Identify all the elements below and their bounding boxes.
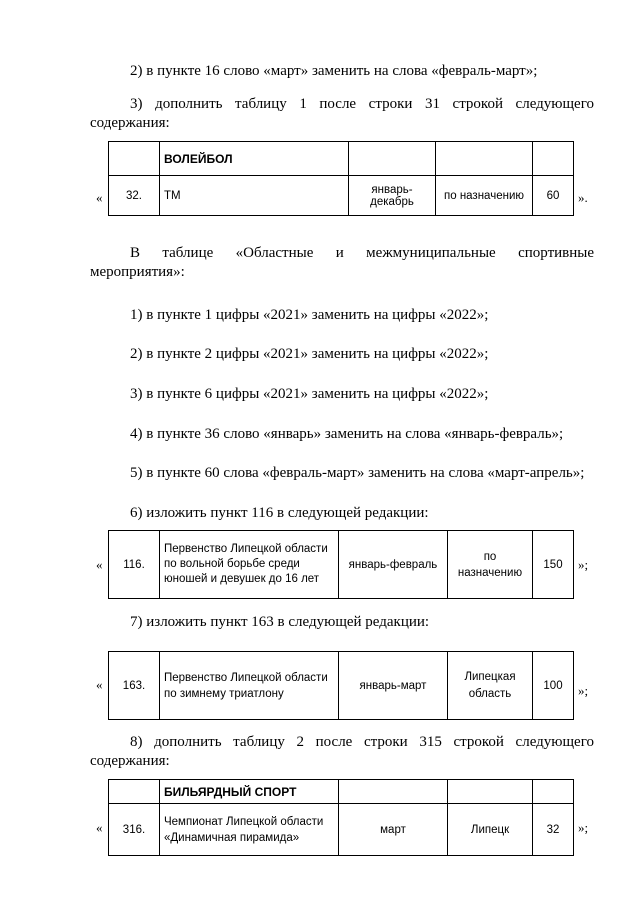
event-dates: январь-февраль: [339, 531, 448, 599]
row-number: 32.: [109, 176, 160, 216]
paragraph-table-events-line1: В таблице «Областные и межмуниципальные спортивные: [130, 245, 594, 261]
row-number: 316.: [109, 804, 160, 856]
event-dates: январь-декабрь: [349, 176, 436, 216]
table-row: [109, 176, 574, 216]
row-number: 116.: [109, 531, 160, 599]
row-number: 163.: [109, 652, 160, 720]
event-name: Первенство Липецкой области по вольной борьбе среди юношей и девушек до 16 лет: [160, 531, 339, 599]
paragraph-table2-add-line2: содержания:: [90, 753, 170, 769]
table-billiards: [108, 779, 574, 856]
sport-header: ВОЛЕЙБОЛ: [160, 142, 349, 176]
sport-header: БИЛЬЯРДНЫЙ СПОРТ: [160, 780, 339, 804]
participant-count: 150: [533, 531, 574, 599]
event-place: по назначению: [448, 531, 533, 599]
event-place: Липецкая область: [448, 652, 533, 720]
list-item-5: 5) в пункте 60 слова «февраль-март» заменить на слова «март-апрель»;: [130, 465, 585, 481]
event-dates: март: [339, 804, 448, 856]
event-name: Первенство Липецкой области по зимнему триатлону: [160, 652, 339, 720]
participant-count: 60: [533, 176, 574, 216]
event-dates: январь-март: [339, 652, 448, 720]
list-item-2: 2) в пункте 2 цифры «2021» заменить на цифры «2022»;: [130, 346, 489, 362]
table-row: [109, 531, 574, 599]
open-quote: «: [96, 557, 103, 572]
list-item-3: 3) в пункте 6 цифры «2021» заменить на цифры «2022»;: [130, 386, 489, 402]
table-item-163: [108, 651, 574, 720]
paragraph-table2-add-line1: 8) дополнить таблицу 2 после строки 315 строкой следующего: [130, 734, 594, 750]
open-quote: «: [96, 677, 103, 692]
close-quote: »;: [578, 683, 589, 698]
table-header-row: [109, 142, 574, 176]
event-name: Чемпионат Липецкой области «Динамичная пирамида»: [160, 804, 339, 856]
paragraph-table-events-line2: мероприятия»:: [90, 264, 185, 280]
table-item-116: [108, 530, 574, 599]
participant-count: 32: [533, 804, 574, 856]
table-volleyball: [108, 141, 574, 216]
participant-count: 100: [533, 652, 574, 720]
open-quote: «: [96, 190, 103, 205]
paragraph-march-replace: 2) в пункте 16 слово «март» заменить на слова «февраль-март»;: [130, 63, 538, 79]
close-quote: ».: [578, 190, 588, 205]
close-quote: »;: [578, 557, 589, 572]
event-place: по назначению: [436, 176, 533, 216]
table-header-row: [109, 780, 574, 804]
list-item-6: 6) изложить пункт 116 в следующей редакции:: [130, 505, 429, 521]
list-item-7: 7) изложить пункт 163 в следующей редакции:: [130, 614, 430, 630]
event-place: Липецк: [448, 804, 533, 856]
list-item-4: 4) в пункте 36 слово «январь» заменить на слова «январь-февраль»;: [130, 426, 564, 442]
event-name: ТМ: [160, 176, 349, 216]
open-quote: «: [96, 820, 103, 835]
table-row: [109, 652, 574, 720]
close-quote: »;: [578, 820, 589, 835]
paragraph-table1-add-line1: 3) дополнить таблицу 1 после строки 31 строкой следующего: [130, 96, 594, 112]
table-row: [109, 804, 574, 856]
paragraph-table1-add-line2: содержания:: [90, 115, 170, 131]
list-item-1: 1) в пункте 1 цифры «2021» заменить на цифры «2022»;: [130, 307, 489, 323]
